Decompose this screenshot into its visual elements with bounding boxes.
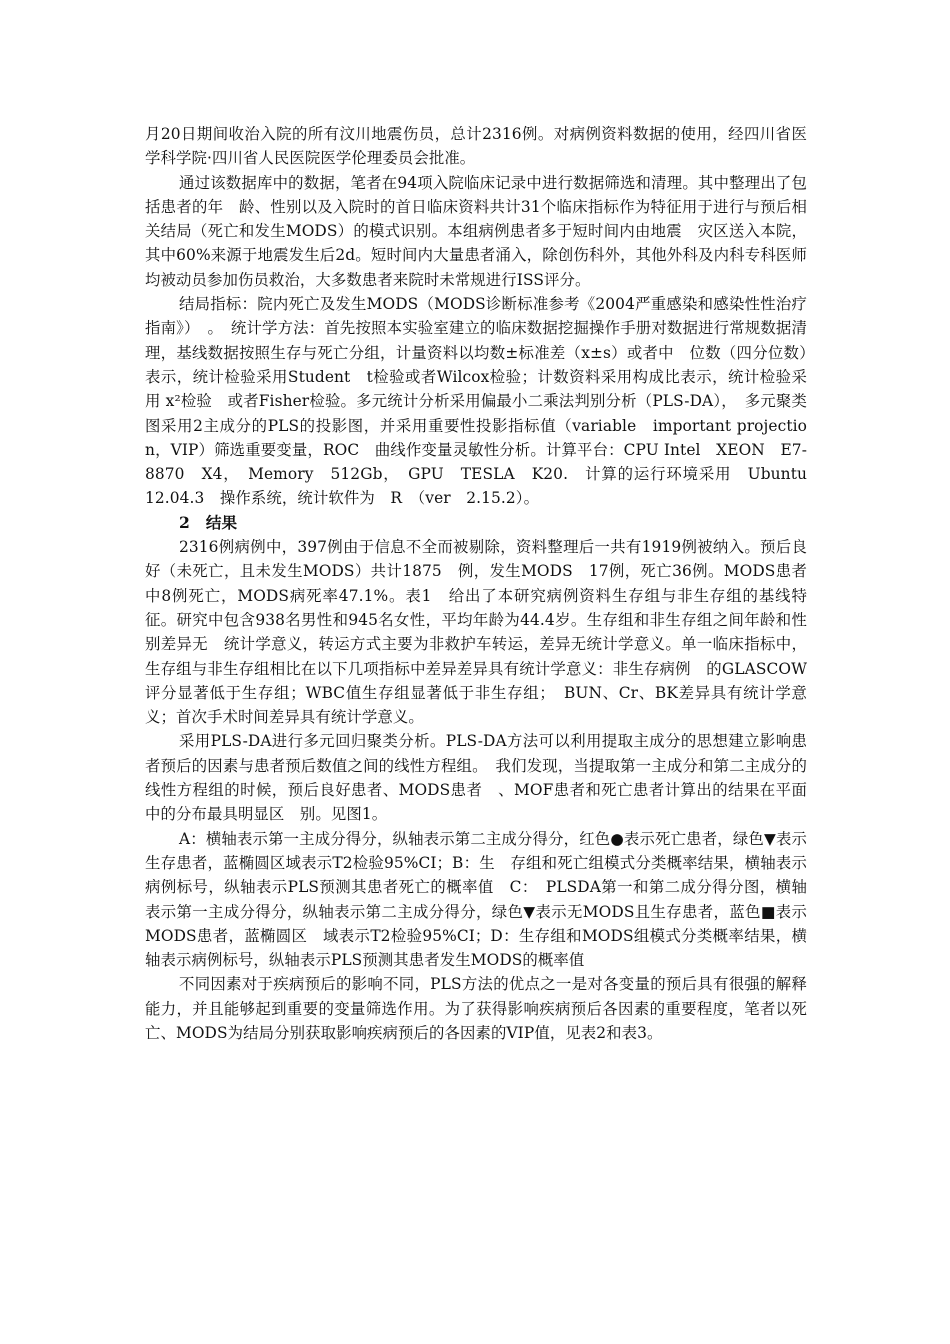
paragraph-vip: 不同因素对于疾病预后的影响不同，PLS方法的优点之一是对各变量的预后具有很强的解释能力，并且能够起到重要的变量筛选作用。为了获得影响疾病预后各因素的重要程度，笔者以死亡、MODS为结局分别获取影响疾病预后的各因素的VIP值，见表2和表3。 [145,975,807,1042]
paragraph-figure-caption: A：横轴表示第一主成分得分，纵轴表示第二主成分得分，红色●表示死亡患者，绿色▼表示生存患者，蓝椭圆区域表示T2检验95%CI；B：生 存组和死亡组模式分类概率结果，横轴表示病例标号，纵轴表示PLS预测其患者死亡的概率值 C： PLSDA第一和第二成分得分图，横轴表示第一主成分得分，纵轴表示第二主成分得分，绿色▼表示无MODS且生存患者，蓝色■表示MODS患者，蓝椭圆区 域表示T2检验95%CI；D：生存组和MODS组模式分类概率结果，横轴表示病例标号，纵轴表示PLS预测其患者发生MODS的概率值 [145,829,807,970]
paragraph-methods: 结局指标：院内死亡及发生MODS（MODS诊断标准参考《2004严重感染和感染性性治疗指南》） 。 统计学方法：首先按照本实验室建立的临床数据挖掘操作手册对数据进行常规数据清理，基线数据按照生存与死亡分组，计量资料以均数±标准差（x±s）或者中 位数（四分位数）表示，统计检验采用Student t检验或者Wilcox检验；计数资料采用构成比表示，统计检验采用 x²检验 或者Fisher检验。多元统计分析采用偏最小二乘法判别分析（PLS-DA）， 多元聚类图采用2主成分的PLS的投影图，并采用重要性投影指标值（variable important projection，VIP）筛选重要变量，ROC 曲线作变量灵敏性分析。计算平台：CPU Intel XEON E7-8870 X4， Memory 512Gb， GPU TESLA K20. 计算的运行环境采用 Ubuntu 12.04.3 操作系统，统计软件为 R （ver 2.15.2）。 [145,295,823,508]
paragraph-ethics: 月20日期间收治入院的所有汶川地震伤员，总计2316例。对病例资料数据的使用，经四川省医学科学院·四川省人民医院医学伦理委员会批准。 [145,125,807,168]
paragraph-results-overview: 2316例病例中，397例由于信息不全而被剔除，资料整理后一共有1919例被纳入。预后良好（未死亡，且未发生MODS）共计1875 例，发生MODS 17例，死亡36例。MODS患者中8例死亡，MODS病死率47.1%。表1 给出了本研究病例资料生存组与非生存组的基线特征。研究中包含938名男性和945名女性，平均年龄为44.4岁。生存组和非生存组之间年龄和性别差异无 统计学意义，转运方式主要为非救护车转运，差异无统计学意义。单一临床指标中，生存组与非生存组相比在以下几项指标中差异差异具有统计学意义：非生存病例 的GLASCOW评分显著低于生存组；WBC值生存组显著低于非生存组； BUN、Cr、BK差异具有统计学意义；首次手术时间差异具有统计学意义。 [145,538,807,727]
section-heading-results [145,511,807,535]
paragraph-pls-da: 采用PLS-DA进行多元回归聚类分析。PLS-DA方法可以利用提取主成分的思想建立影响患者预后的因素与患者预后数值之间的线性方程组。 我们发现，当提取第一主成分和第二主成分的线性方程组的时候，预后良好患者、MODS患者 、MOF患者和死亡患者计算出的结果在平面中的分布最具明显区 别。见图1。 [145,732,807,824]
section-number: 2 [179,512,190,532]
section-title: 结果 [205,512,238,532]
paragraph-data-screening: 通过该数据库中的数据，笔者在94项入院临床记录中进行数据筛选和清理。其中整理出了包括患者的年 龄、性别以及入院时的首日临床资料共计31个临床指标作为特征用于进行与预后相关结局（死亡和发生MODS）的模式识别。本组病例患者多于短时间内由地震 灾区送入本院，其中60%来源于地震发生后2d。短时间内大量患者涌入，除创伤科外，其他外科及内科专科医师均被动员参加伤员救治，大多数患者来院时未常规进行ISS评分。 [145,173,807,289]
document-page [145,122,823,1045]
